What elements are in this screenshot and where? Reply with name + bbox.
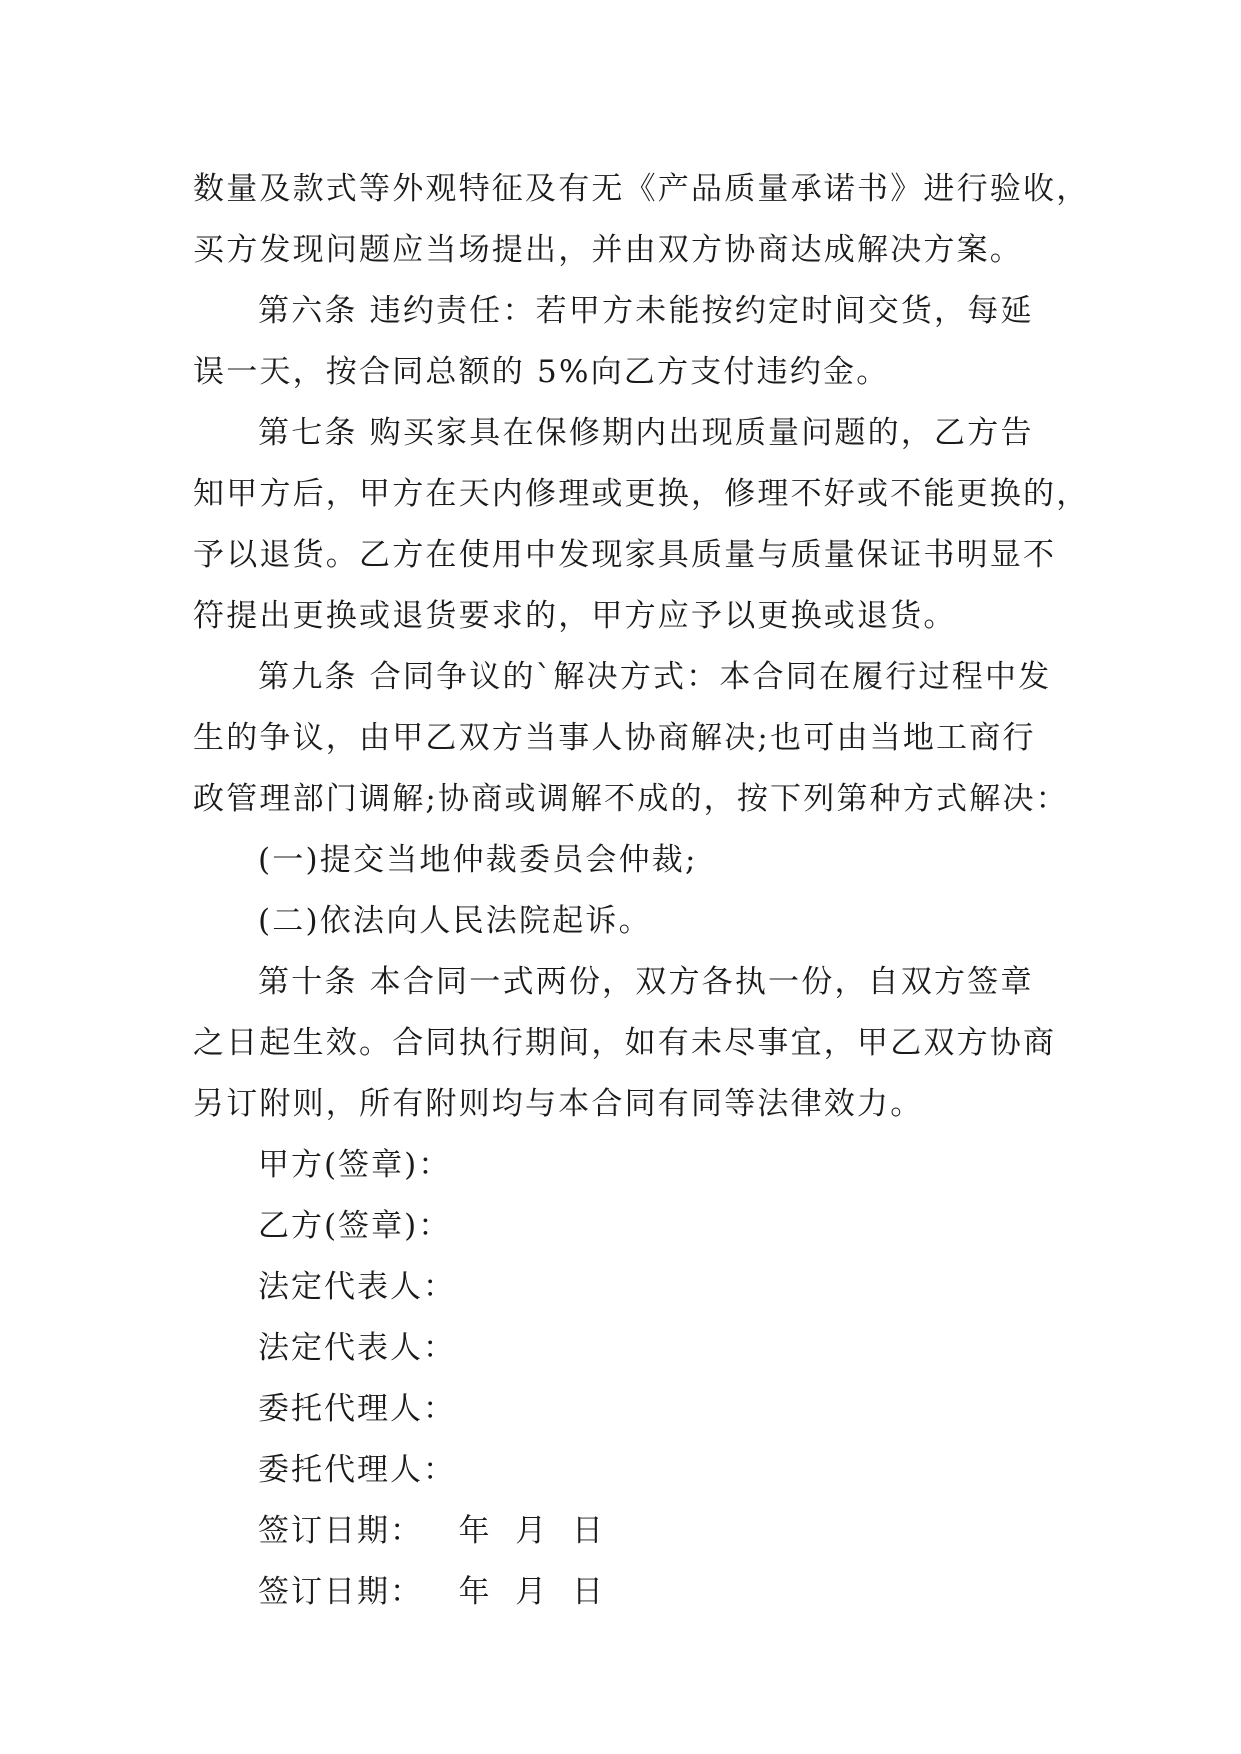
text-line: 数量及款式等外观特征及有无《产品质量承诺书》进行验收， xyxy=(193,171,1090,207)
text-line: 第七条 购买家具在保修期内出现质量问题的，乙方告 xyxy=(258,415,1034,451)
text-line: (二)依法向人民法院起诉。 xyxy=(258,903,652,939)
text-line: 符提出更换或退货要求的，甲方应予以更换或退货。 xyxy=(193,598,957,634)
authorized-agent-b: 委托代理人： xyxy=(258,1452,456,1488)
paragraph-article-7 xyxy=(193,403,1090,647)
text-line: 第六条 违约责任：若甲方未能按约定时间交货，每延 xyxy=(258,293,1034,329)
legal-representative-b: 法定代表人： xyxy=(258,1330,456,1366)
text-line: 第九条 合同争议的`解决方式：本合同在履行过程中发 xyxy=(258,659,1052,695)
authorized-agent-a: 委托代理人： xyxy=(258,1391,456,1427)
paragraph-option-1 xyxy=(193,830,1073,891)
text-line: 第十条 本合同一式两份，双方各执一份，自双方签章 xyxy=(258,964,1034,1000)
text-line: 政管理部门调解;协商或调解不成的，按下列第种方式解决： xyxy=(193,781,1069,817)
signature-party-b: 乙方(签章)： xyxy=(258,1208,452,1244)
paragraph-option-2 xyxy=(193,891,1073,952)
signature-block xyxy=(193,1135,1073,1623)
text-line: (一)提交当地仲裁委员会仲裁; xyxy=(258,842,698,878)
legal-representative-a: 法定代表人： xyxy=(258,1269,456,1305)
text-line: 之日起生效。合同执行期间，如有未尽事宜，甲乙双方协商 xyxy=(193,1025,1057,1061)
text-line: 买方发现问题应当场提出，并由双方协商达成解决方案。 xyxy=(193,232,1023,268)
text-line: 知甲方后，甲方在天内修理或更换，修理不好或不能更换的， xyxy=(193,476,1090,512)
paragraph-article-6 xyxy=(193,281,1073,403)
text-line: 生的争议，由甲乙双方当事人协商解决;也可由当地工商行 xyxy=(193,720,1036,756)
signing-date-a: 签订日期： 年 月 日 xyxy=(258,1513,605,1549)
text-line: 误一天，按合同总额的 5%向乙方支付违约金。 xyxy=(193,354,890,390)
text-line: 予以退货。乙方在使用中发现家具质量与质量保证书明显不 xyxy=(193,537,1057,573)
paragraph-acceptance xyxy=(193,159,1090,281)
document-body xyxy=(193,159,1090,1623)
signing-date-b: 签订日期： 年 月 日 xyxy=(258,1574,605,1610)
signature-party-a: 甲方(签章)： xyxy=(258,1147,452,1183)
paragraph-article-9 xyxy=(193,647,1073,830)
paragraph-article-10 xyxy=(193,952,1073,1135)
text-line: 另订附则，所有附则均与本合同有同等法律效力。 xyxy=(193,1086,924,1122)
